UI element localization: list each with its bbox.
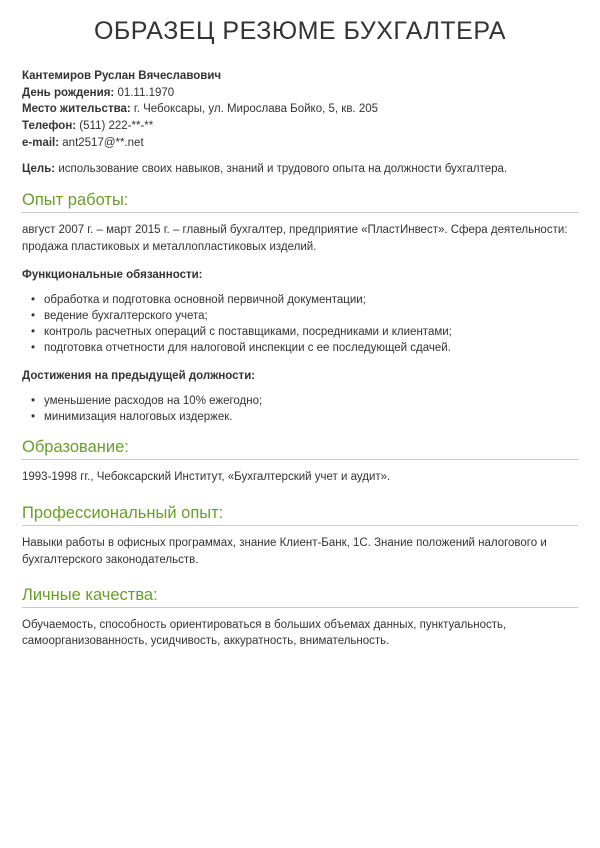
personal-heading: Личные качества:	[22, 585, 578, 608]
professional-text: Навыки работы в офисных программах, знание Клиент-Банк, 1С. Знание положений налогового и бухгалтерского законодательств.	[22, 537, 547, 567]
goal-label: Цель:	[22, 163, 56, 176]
residence-row	[22, 101, 578, 118]
education-section	[22, 437, 578, 486]
experience-heading: Опыт работы:	[22, 190, 578, 213]
education-text: 1993-1998 гг., Чебоксарский Институт, «Бухгалтерский учет и аудит».	[22, 470, 391, 483]
professional-section	[22, 503, 578, 568]
professional-heading: Профессиональный опыт:	[22, 503, 578, 526]
phone-value: (511) 222-**-**	[76, 120, 154, 133]
page-title: ОБРАЗЕЦ РЕЗЮМЕ БУХГАЛТЕРА	[93, 17, 507, 45]
birthday-row	[22, 85, 578, 102]
list-item: • подготовка отчетности для налоговой инспекции с ее последующей сдачей.	[44, 340, 578, 356]
list-item: • контроль расчетных операций с поставщиками, посредниками и клиентами;	[44, 324, 578, 340]
personal-section	[22, 585, 578, 650]
achievements-list	[22, 393, 578, 425]
duties-heading: Функциональные обязанности:	[22, 269, 203, 282]
experience-text: август 2007 г. – март 2015 г. – главный бухгалтер, предприятие «ПластИнвест». Сфера деятельности: продажа пластиковых и металлопластиковых изделий.	[22, 224, 568, 253]
list-item: • обработка и подготовка основной первичной документации;	[44, 292, 578, 308]
residence-label: Место жительства:	[22, 103, 131, 116]
email-row	[22, 135, 578, 152]
birthday-label: День рождения:	[22, 86, 115, 99]
email-value: ant2517@**.net	[59, 136, 144, 149]
list-item: • уменьшение расходов на 10% ежегодно;	[44, 393, 578, 409]
email-label: e-mail:	[22, 136, 60, 149]
contact-block	[22, 68, 578, 151]
birthday-value: 01.11.1970	[114, 86, 175, 99]
residence-value: г. Чебоксары, ул. Мирослава Бойко, 5, кв. 205	[130, 103, 379, 116]
education-heading: Образование:	[22, 437, 578, 460]
full-name: Кантемиров Руслан Вячеславович	[22, 70, 222, 82]
goal-paragraph	[22, 161, 578, 178]
goal-text: использование своих навыков, знаний и трудового опыта на должности бухгалтера.	[55, 163, 508, 176]
phone-row	[22, 118, 578, 135]
experience-section	[22, 190, 578, 425]
list-item: • минимизация налоговых издержек.	[44, 409, 578, 425]
personal-text: Обучаемость, способность ориентироваться в больших объемах данных, пунктуальность, самоорганизованность, усидчивость, аккуратность, внимательность.	[22, 618, 507, 648]
duties-list	[22, 292, 578, 356]
phone-label: Телефон:	[22, 120, 77, 133]
list-item: • ведение бухгалтерского учета;	[44, 308, 578, 324]
achievements-heading: Достижения на предыдущей должности:	[22, 370, 256, 383]
